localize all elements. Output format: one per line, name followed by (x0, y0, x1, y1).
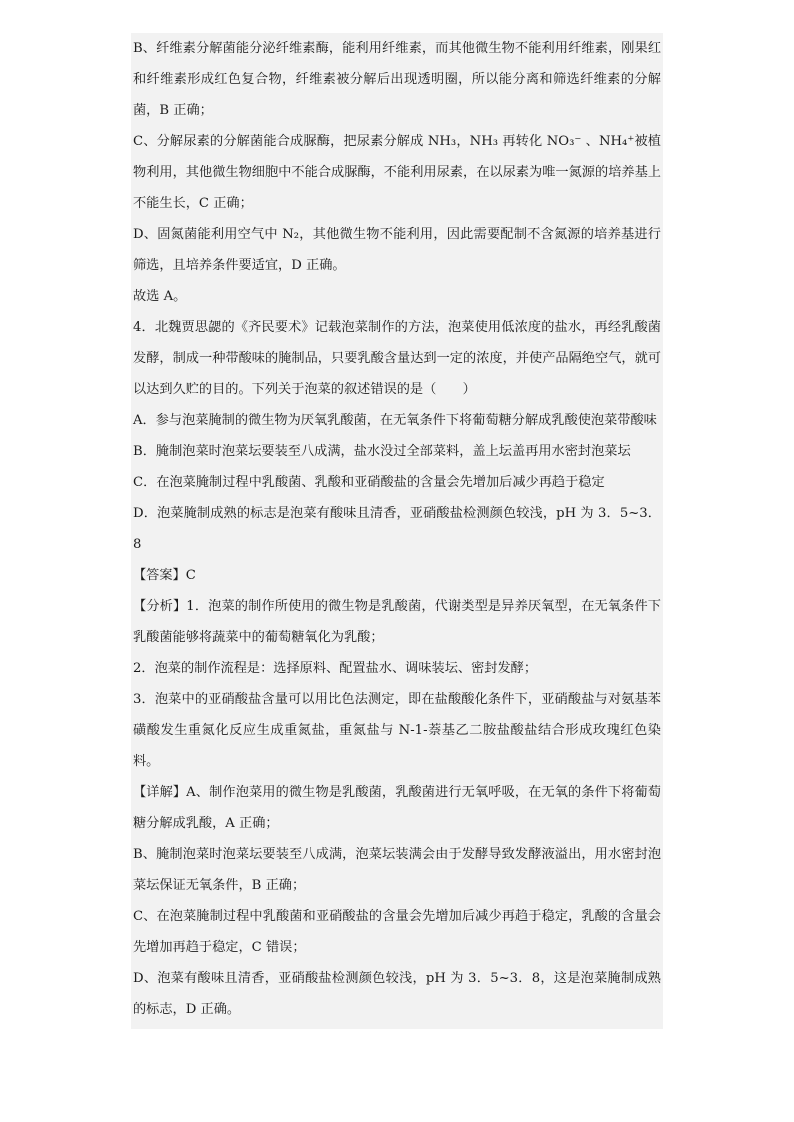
choice-conclusion: 故选 A。 (133, 289, 187, 304)
question-4-stem: 4．北魏贾思勰的《齐民要术》记载泡菜制作的方法，泡菜使用低浓度的盐水，再经乳酸菌发酵，制成一种带酸味的腌制品，只要乳酸含量达到一定的浓度，并使产品隔绝空气，就可以达到久贮的目的。下列关于泡菜的叙述错误的是（ ） (133, 320, 661, 397)
detail-option-b: B、腌制泡菜时泡菜坛要装至八成满，泡菜坛装满会由于发酵导致发酵液溢出，用水密封泡菜坛保证无氧条件，B 正确； (133, 847, 661, 893)
detail-option-d: D、泡菜有酸味且清香，亚硝酸盐检测颜色较浅，pH 为 3．5~3．8，这是泡菜腌制成熟的标志，D 正确。 (133, 971, 661, 1017)
option-c-explanation: C、分解尿素的分解菌能合成脲酶，把尿素分解成 NH₃，NH₃ 再转化 NO₃⁻ 、NH₄⁺被植物利用，其他微生物细胞中不能合成脲酶，不能利用尿素，在以尿素为唯一氮源的培养基上不能生长，C 正确； (133, 134, 661, 211)
detail-option-a: 【详解】A、制作泡菜用的微生物是乳酸菌，乳酸菌进行无氧呼吸，在无氧的条件下将葡萄糖分解成乳酸，A 正确； (133, 785, 661, 831)
option-d-explanation: D、固氮菌能利用空气中 N₂，其他微生物不能利用，因此需要配制不含氮源的培养基进行筛选，且培养条件要适宜，D 正确。 (133, 227, 661, 273)
analysis-point-3: 3．泡菜中的亚硝酸盐含量可以用比色法测定，即在盐酸酸化条件下，亚硝酸盐与对氨基苯磺酸发生重氮化反应生成重氮盐，重氮盐与 N-1-萘基乙二胺盐酸盐结合形成玫瑰红色染料。 (133, 692, 661, 769)
question-4-option-b: B．腌制泡菜时泡菜坛要装至八成满，盐水没过全部菜料，盖上坛盖再用水密封泡菜坛 (133, 444, 631, 459)
answer-content (131, 33, 663, 1029)
detail-option-c: C、在泡菜腌制过程中乳酸菌和亚硝酸盐的含量会先增加后减少再趋于稳定，乳酸的含量会先增加再趋于稳定，C 错误； (133, 909, 661, 955)
option-b-explanation: B、纤维素分解菌能分泌纤维素酶，能利用纤维素，而其他微生物不能利用纤维素，刚果红和纤维素形成红色复合物，纤维素被分解后出现透明圈，所以能分离和筛选纤维素的分解菌，B 正确； (133, 41, 661, 118)
answer-label: 【答案】C (133, 568, 196, 583)
analysis-point-2: 2．泡菜的制作流程是：选择原料、配置盐水、调味装坛、密封发酵； (133, 661, 538, 676)
question-4-option-c: C．在泡菜腌制过程中乳酸菌、乳酸和亚硝酸盐的含量会先增加后减少再趋于稳定 (133, 475, 605, 490)
question-4-option-d: D．泡菜腌制成熟的标志是泡菜有酸味且清香，亚硝酸盐检测颜色较浅，pH 为 3．5~3．8 (133, 506, 661, 552)
question-4-option-a: A．参与泡菜腌制的微生物为厌氧乳酸菌，在无氧条件下将葡萄糖分解成乳酸使泡菜带酸味 (133, 413, 657, 428)
analysis-point-1: 【分析】1．泡菜的制作所使用的微生物是乳酸菌，代谢类型是异养厌氧型，在无氧条件下乳酸菌能够将蔬菜中的葡萄糖氧化为乳酸； (133, 599, 661, 645)
